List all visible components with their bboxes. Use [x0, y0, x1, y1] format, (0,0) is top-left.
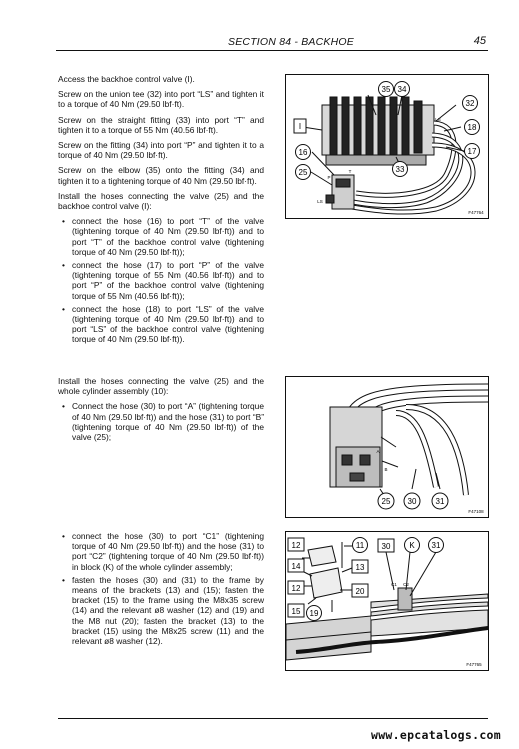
callout-25: 25: [298, 168, 308, 177]
callout-25: 25: [381, 497, 391, 506]
list-item: • connect the hose (17) to port “P” of the valve (tightening torque of 55 Nm (40.56 lbf·ft)) and to port “P” of the backhoe control valve (tightening torque of 55 Nm (40.56 lbf·ft));: [58, 260, 264, 301]
control-valve-illustration: [286, 75, 488, 218]
callout-30: 30: [381, 542, 391, 551]
figure-control-valve: [285, 74, 489, 219]
callout-19: 19: [309, 609, 319, 618]
callout-K: K: [409, 541, 415, 550]
page-number: 45: [473, 35, 486, 47]
figure-code: F47764: [468, 210, 484, 215]
port-label-ls: LS: [435, 117, 441, 122]
instructions-block-1: [58, 74, 264, 348]
port-label-t: T: [348, 169, 352, 174]
bullet-list: [58, 216, 264, 344]
paragraph: Install the hoses connecting the valve (25) and the backhoe control valve (I):: [58, 190, 264, 212]
frame-brackets-illustration: [286, 532, 488, 670]
callout-32: 32: [465, 99, 475, 108]
callout-15: 15: [291, 607, 301, 616]
port-label-p: P: [327, 175, 331, 180]
callout-35: 35: [381, 85, 391, 94]
callout-20: 20: [355, 587, 365, 596]
port-label-b: B: [384, 467, 388, 472]
instructions-block-2: [58, 376, 264, 445]
figure-cylinder-hoses: [285, 376, 489, 518]
paragraph: Access the backhoe control valve (I).: [58, 74, 195, 84]
list-item: • fasten the hoses (30) and (31) to the frame by means of the brackets (13) and (15); fasten the bracket (15) to the frame using the M8x35 screw (14) and the relevant ø8 washer (12) and (19) and the M8 nut (20); fasten the bracket (13) to the bracket (15) using the M8x25 screw (11) and the relevant ø8 washer (12).: [58, 575, 264, 646]
callout-I: I: [298, 122, 302, 131]
paragraph: Install the hoses connecting the valve (25) and the whole cylinder assembly (10):: [58, 376, 264, 397]
callout-31: 31: [431, 541, 441, 550]
paragraph: Screw on the straight fitting (33) into port “T” and tighten it to a torque of 55 Nm (40.56 lbf·ft).: [58, 114, 264, 135]
list-item: • connect the hose (18) to port “LS” of the valve (tightening torque of 40 Nm (29.50 lbf·ft)) and to port “LS” of the backhoe control valve (tightening torque of 40 Nm (29.50 lbf·ft)).: [58, 304, 264, 345]
callout-30: 30: [407, 497, 417, 506]
section-title: SECTION 84 - BACKHOE: [228, 36, 354, 48]
callout-13: 13: [355, 563, 365, 572]
callout-11: 11: [355, 541, 365, 550]
callout-34: 34: [397, 85, 407, 94]
callout-17: 17: [467, 147, 477, 156]
paragraph: Screw on the union tee (32) into port “LS” and tighten it to a torque of 40 Nm (29.50 lbf·ft).: [58, 89, 264, 110]
port-label-ls: LS: [317, 199, 323, 204]
callout-33: 33: [395, 165, 405, 174]
callout-18: 18: [467, 123, 477, 132]
page-header: [56, 32, 488, 51]
footer-divider: [58, 718, 488, 719]
list-item: • connect the hose (30) to port “C1” (tightening torque of 40 Nm (29.50 lbf·ft)) and the hose (31) to port “C2” (tightening torque of 40 Nm (29.50 lbf·ft)) in block (K) of the whole cylinder assembly;: [58, 531, 264, 572]
bullet-list: [58, 531, 264, 646]
figure-code: F47108: [468, 509, 484, 514]
bullet-list: [58, 401, 264, 442]
port-label-c1: C1: [391, 582, 397, 587]
callout-12: 12: [291, 541, 301, 550]
instructions-block-3: [58, 531, 264, 649]
figure-frame-brackets: [285, 531, 489, 671]
list-item: • Connect the hose (30) to port “A” (tightening torque of 40 Nm (29.50 lbf·ft)) and the hose (31) to port “B” (tightening torque of 40 Nm (29.50 lbf·ft)) of the valve (25);: [58, 401, 264, 442]
callout-14: 14: [291, 562, 301, 571]
paragraph: Screw on the fitting (34) into port “P” and tighten it to a torque of 40 Nm (29.50 lbf·ft).: [58, 140, 264, 161]
paragraph: Screw on the elbow (35) onto the fitting (34) and tighten it to a tightening torque of 40 Nm (29.50 lbf·ft).: [58, 165, 264, 186]
port-label-a: A: [376, 449, 380, 454]
figure-code: F47765: [466, 662, 482, 667]
port-label-c2: C2: [403, 582, 409, 587]
callout-16: 16: [298, 148, 308, 157]
list-item: • connect the hose (16) to port “T” of the valve (tightening torque of 40 Nm (29.50 lbf·ft)) and to port “T” of the backhoe control valve (tightening torque of 40 Nm (29.50 lbf·ft));: [58, 216, 264, 257]
callout-12: 12: [291, 584, 301, 593]
cylinder-hoses-illustration: [286, 377, 488, 517]
callout-31: 31: [435, 497, 445, 506]
footer-url[interactable]: www.epcatalogs.com: [370, 728, 501, 742]
